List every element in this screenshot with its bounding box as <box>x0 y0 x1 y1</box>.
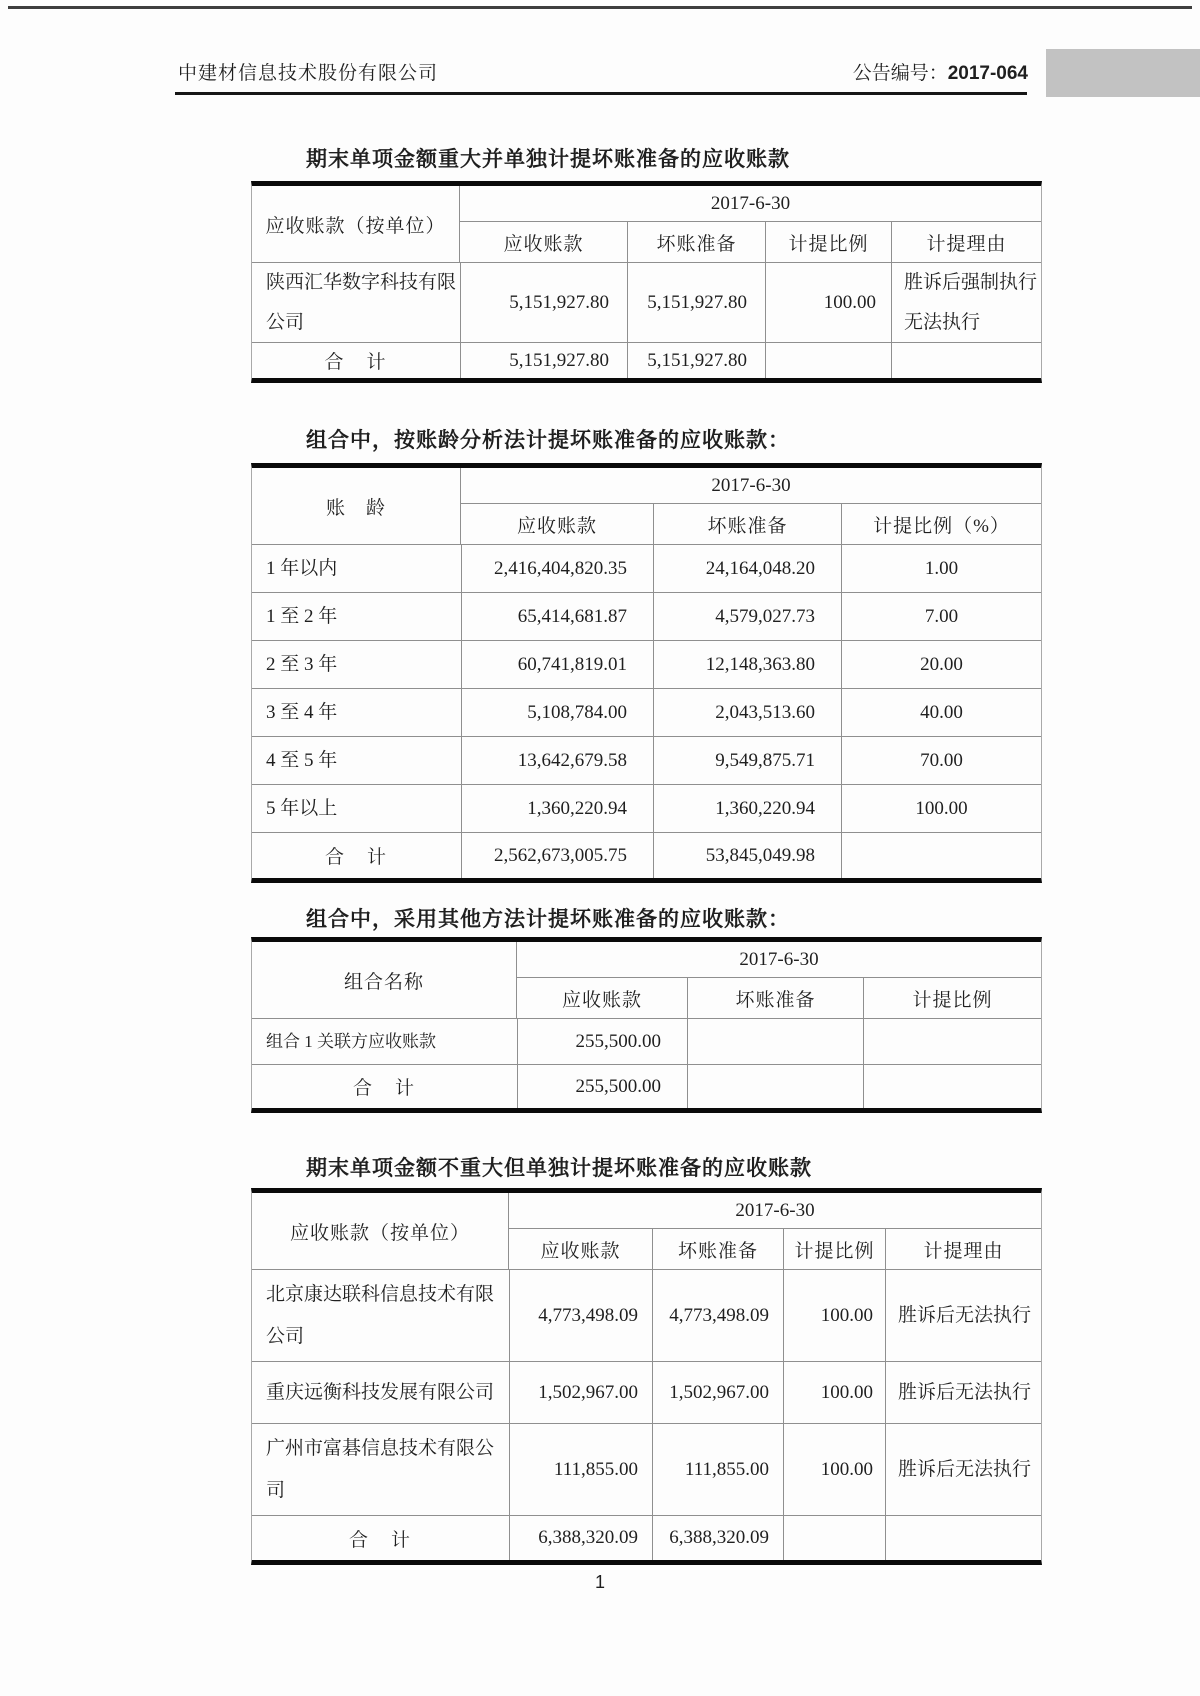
corner-header-entity: 应收账款（按单位） <box>265 215 446 237</box>
cell-age: 2 至 3 年 <box>266 653 338 675</box>
table-other-method <box>251 937 1042 1113</box>
cell-reason: 胜诉后无法执行 <box>885 1270 1041 1361</box>
cell-receivable: 111,855.00 <box>509 1424 652 1515</box>
cell-bad-debt: 1,502,967.00 <box>652 1362 783 1423</box>
period-header: 2017-6-30 <box>460 186 1041 222</box>
cell-reason: 胜诉后无法执行 <box>885 1424 1041 1515</box>
total-receivable: 6,388,320.09 <box>509 1516 652 1560</box>
period-header: 2017-6-30 <box>509 1193 1041 1229</box>
cell-entity-name: 重庆远衡科技发展有限公司 <box>266 1381 495 1403</box>
total-ratio-empty <box>863 1065 1041 1108</box>
cell-bad-debt: 111,855.00 <box>652 1424 783 1515</box>
cell-entity-name: 陕西汇华数字科技有限公司 <box>266 271 457 333</box>
total-receivable: 255,500.00 <box>517 1065 687 1108</box>
cell-bad-debt: 24,164,048.20 <box>653 545 841 592</box>
col-header-bad-debt: 坏账准备 <box>652 1229 783 1269</box>
col-header-reason: 计提理由 <box>891 222 1041 262</box>
table-row <box>252 262 1041 342</box>
section-title-insignificant: 期末单项金额不重大但单独计提坏账准备的应收账款 <box>306 1156 812 1180</box>
total-row <box>252 832 1041 878</box>
total-row <box>252 1515 1041 1560</box>
total-bad-debt: 5,151,927.80 <box>627 343 765 378</box>
cell-receivable: 65,414,681.87 <box>461 593 653 640</box>
cell-age: 5 年以上 <box>266 797 338 819</box>
cell-receivable: 1,360,220.94 <box>461 785 653 832</box>
cell-receivable: 5,108,784.00 <box>461 689 653 736</box>
table-significant-individual <box>251 181 1042 383</box>
table-row <box>252 1018 1041 1064</box>
cell-ratio: 100.00 <box>783 1424 885 1515</box>
table-row <box>252 688 1041 736</box>
header-rule <box>175 92 1027 95</box>
cell-reason: 胜诉后强制执行无法执行 <box>891 263 1041 342</box>
col-header-bad-debt: 坏账准备 <box>653 504 841 544</box>
table-header <box>252 942 1041 1018</box>
table-row <box>252 1423 1041 1515</box>
page-number: 1 <box>594 1572 605 1592</box>
cell-ratio: 100.00 <box>783 1362 885 1423</box>
cell-ratio: 100.00 <box>765 263 891 342</box>
cell-ratio: 7.00 <box>841 593 1041 640</box>
cell-entity-name: 广州市富碁信息技术有限公司 <box>266 1437 495 1501</box>
table-aging-analysis <box>251 463 1042 883</box>
table-header <box>252 468 1041 544</box>
period-header: 2017-6-30 <box>461 468 1041 504</box>
total-bad-debt: 53,845,049.98 <box>653 833 841 878</box>
cell-bad-debt: 5,151,927.80 <box>627 263 765 342</box>
col-header-receivable: 应收账款 <box>561 989 642 1011</box>
cell-ratio: 40.00 <box>841 689 1041 736</box>
announcement-no-value: 2017-064 <box>947 63 1028 84</box>
cell-bad-debt: 12,148,363.80 <box>653 641 841 688</box>
col-header-ratio: 计提比例 <box>765 222 891 262</box>
total-receivable: 5,151,927.80 <box>460 343 627 378</box>
cell-ratio: 70.00 <box>841 737 1041 784</box>
cell-bad-debt: 2,043,513.60 <box>653 689 841 736</box>
col-header-bad-debt: 坏账准备 <box>627 222 765 262</box>
cell-age: 1 年以内 <box>266 557 338 579</box>
cell-bad-debt: 9,549,875.71 <box>653 737 841 784</box>
cell-receivable: 1,502,967.00 <box>509 1362 652 1423</box>
total-ratio-empty <box>841 833 1041 878</box>
table-insignificant-individual <box>251 1188 1042 1565</box>
period-header: 2017-6-30 <box>517 942 1041 978</box>
col-header-receivable: 应收账款 <box>503 233 584 255</box>
announcement-label: 公告编号： <box>852 63 948 84</box>
total-bad-debt-empty <box>687 1065 863 1108</box>
total-ratio-empty <box>765 343 891 378</box>
col-header-ratio: 计提比例（%） <box>841 504 1041 544</box>
cell-age: 4 至 5 年 <box>266 749 338 771</box>
cell-receivable: 4,773,498.09 <box>509 1270 652 1361</box>
cell-reason: 胜诉后无法执行 <box>885 1362 1041 1423</box>
table-row <box>252 640 1041 688</box>
cell-bad-debt: 4,579,027.73 <box>653 593 841 640</box>
table-row <box>252 592 1041 640</box>
col-header-bad-debt: 坏账准备 <box>687 978 863 1018</box>
col-header-receivable: 应收账款 <box>516 515 597 537</box>
corner-header-age: 账 龄 <box>325 497 386 519</box>
corner-header-group: 组合名称 <box>343 971 424 993</box>
corner-header-entity: 应收账款（按单位） <box>289 1222 470 1244</box>
total-bad-debt: 6,388,320.09 <box>652 1516 783 1560</box>
header-gray-block <box>1046 49 1200 97</box>
header-company-name: 中建材信息技术股份有限公司 <box>178 63 439 84</box>
table-row <box>252 736 1041 784</box>
total-ratio-empty <box>783 1516 885 1560</box>
total-receivable: 2,562,673,005.75 <box>461 833 653 878</box>
table-row <box>252 544 1041 592</box>
cell-age: 1 至 2 年 <box>266 605 338 627</box>
cell-bad-debt: 1,360,220.94 <box>653 785 841 832</box>
total-reason-empty <box>885 1516 1041 1560</box>
table-row <box>252 1361 1041 1423</box>
total-row <box>252 342 1041 378</box>
table-header <box>252 186 1041 262</box>
cell-ratio: 1.00 <box>841 545 1041 592</box>
cell-age: 3 至 4 年 <box>266 701 338 723</box>
table-header <box>252 1193 1041 1269</box>
col-header-ratio: 计提比例 <box>863 978 1041 1018</box>
cell-bad-debt: 4,773,498.09 <box>652 1270 783 1361</box>
col-header-reason: 计提理由 <box>885 1229 1041 1269</box>
cell-ratio: 20.00 <box>841 641 1041 688</box>
cell-ratio: 100.00 <box>841 785 1041 832</box>
table-row <box>252 784 1041 832</box>
section-title-other-method: 组合中，采用其他方法计提坏账准备的应收账款： <box>306 907 790 931</box>
section-title-aging: 组合中，按账龄分析法计提坏账准备的应收账款： <box>306 428 790 452</box>
cell-receivable: 2,416,404,820.35 <box>461 545 653 592</box>
total-label: 合 计 <box>348 1529 412 1551</box>
table-row <box>252 1269 1041 1361</box>
cell-receivable: 60,741,819.01 <box>461 641 653 688</box>
section-title-significant: 期末单项金额重大并单独计提坏账准备的应收账款 <box>306 147 790 171</box>
scan-artifact-line <box>8 6 1192 9</box>
total-label: 合 计 <box>324 352 388 373</box>
cell-receivable: 13,642,679.58 <box>461 737 653 784</box>
total-row <box>252 1064 1041 1108</box>
cell-bad-debt-empty <box>687 1019 863 1064</box>
cell-entity-name: 北京康达联科信息技术有限公司 <box>266 1283 495 1347</box>
col-header-ratio: 计提比例 <box>783 1229 885 1269</box>
col-header-receivable: 应收账款 <box>540 1240 621 1262</box>
total-label: 合 计 <box>352 1078 416 1099</box>
cell-group-name: 组合 1 关联方应收账款 <box>266 1031 436 1051</box>
total-reason-empty <box>891 343 1041 378</box>
cell-receivable: 5,151,927.80 <box>460 263 627 342</box>
cell-ratio-empty <box>863 1019 1041 1064</box>
total-label: 合 计 <box>324 847 388 868</box>
announcement-number <box>853 58 1028 85</box>
cell-ratio: 100.00 <box>783 1270 885 1361</box>
cell-receivable: 255,500.00 <box>517 1019 687 1064</box>
